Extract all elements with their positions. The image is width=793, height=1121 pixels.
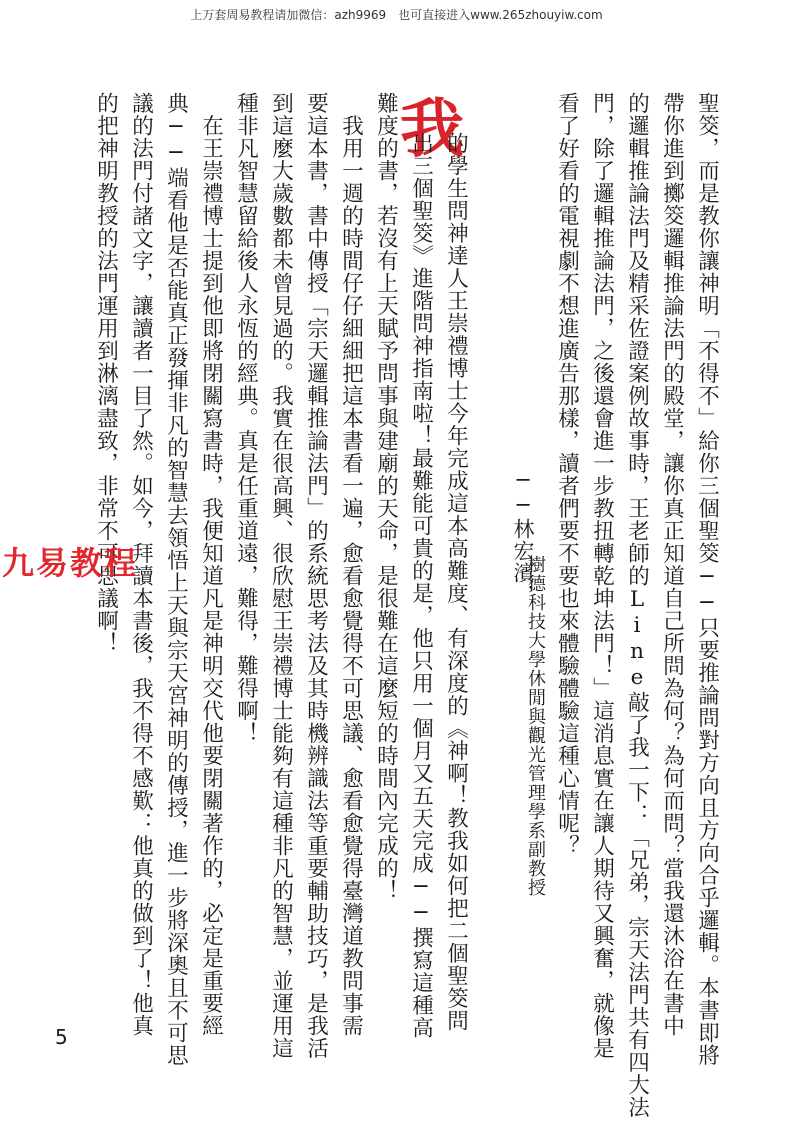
text-column: 種非凡智慧留給後人永恆的經典。真是任重道遠，難得，難得啊！ (233, 92, 259, 745)
watermark: 九易教程 (2, 544, 139, 582)
text-column: 難度的書，若沒有上天賦予問事與建廟的天命，是很難在這麼短的時間內完成的！ (373, 92, 399, 902)
page-number: 5 (55, 1025, 68, 1049)
text-column: 我用一週的時間仔仔細細把這本書看一遍，愈看愈覺得不可思議、愈看愈覺得臺灣道教問事需 (338, 92, 364, 1037)
text-column: 要這本書，書中傳授「宗天邏輯推論法門」的系統思考法及其時機辨識法等重要輔助技巧，是我活 (303, 92, 329, 1060)
text-column: 的把神明教授的法門運用到淋漓盡致，非常不可思議啊！ (93, 92, 119, 655)
drop-cap: 我 (400, 93, 464, 167)
text-column: 聖筊，而是教你讓神明「不得不」給你三個聖筊──只要推論問對方向且方向合乎邏輯。本書即將 (694, 92, 720, 1067)
signature-name: ──林宏濱， (511, 468, 535, 606)
text-column: 的邏輯推論法門及精采佐證案例故事時，王老師的Line敲了我一下：「兄弟，宗天法門共有四大法 (624, 92, 650, 1119)
text-column: 看了好看的電視劇不想進廣告那樣，讀者們要不要也來體驗體驗這種心情呢？ (554, 92, 580, 857)
text-column: 門，除了邏輯推論法門，之後還會進一步教扭轉乾坤法門！」這消息實在讓人期待又興奮，就像是 (589, 92, 615, 1060)
text-column: 在王崇禮博士提到他即將閉關寫書時，我便知道凡是神明交代他要閉關著作的，必定是重要經 (198, 92, 224, 1037)
text-column: 帶你進到擲筊邏輯推論法門的殿堂，讓你真正知道自己所問為何？為何而問？當我還沐浴在書中 (659, 92, 685, 1037)
text-column: 的學生問神達人王崇禮博士今年完成這本高難度、有深度的《神啊！教我如何把二個聖筊問 (443, 132, 469, 1032)
text-column: 議的法門付諸文字，讓讀者一目了然。如今，拜讀本書後，我不得不感歎：他真的做到了！他真 (128, 92, 154, 1037)
top-banner: 上万套周易教程请加微信：azh9969 也可直接进入www.265zhouyiw.com (190, 8, 603, 22)
text-column: 出三個聖筊》進階問神指南啦！最難能可貴的是，他只用一個月又五天完成──撰寫這種高 (408, 132, 434, 1039)
text-column: 到這麼大歲數都未曾見過的。我實在很高興、很欣慰王崇禮博士能夠有這種非凡的智慧，並運用這 (268, 92, 294, 1060)
signature-title: 樹德科技大學休閒與觀光管理學系副教授 (525, 555, 546, 897)
text-column: 典──端看他是否能真正發揮非凡的智慧去領悟上天與宗天宮神明的傳授，進一步將深奧且不可思 (163, 92, 189, 1067)
